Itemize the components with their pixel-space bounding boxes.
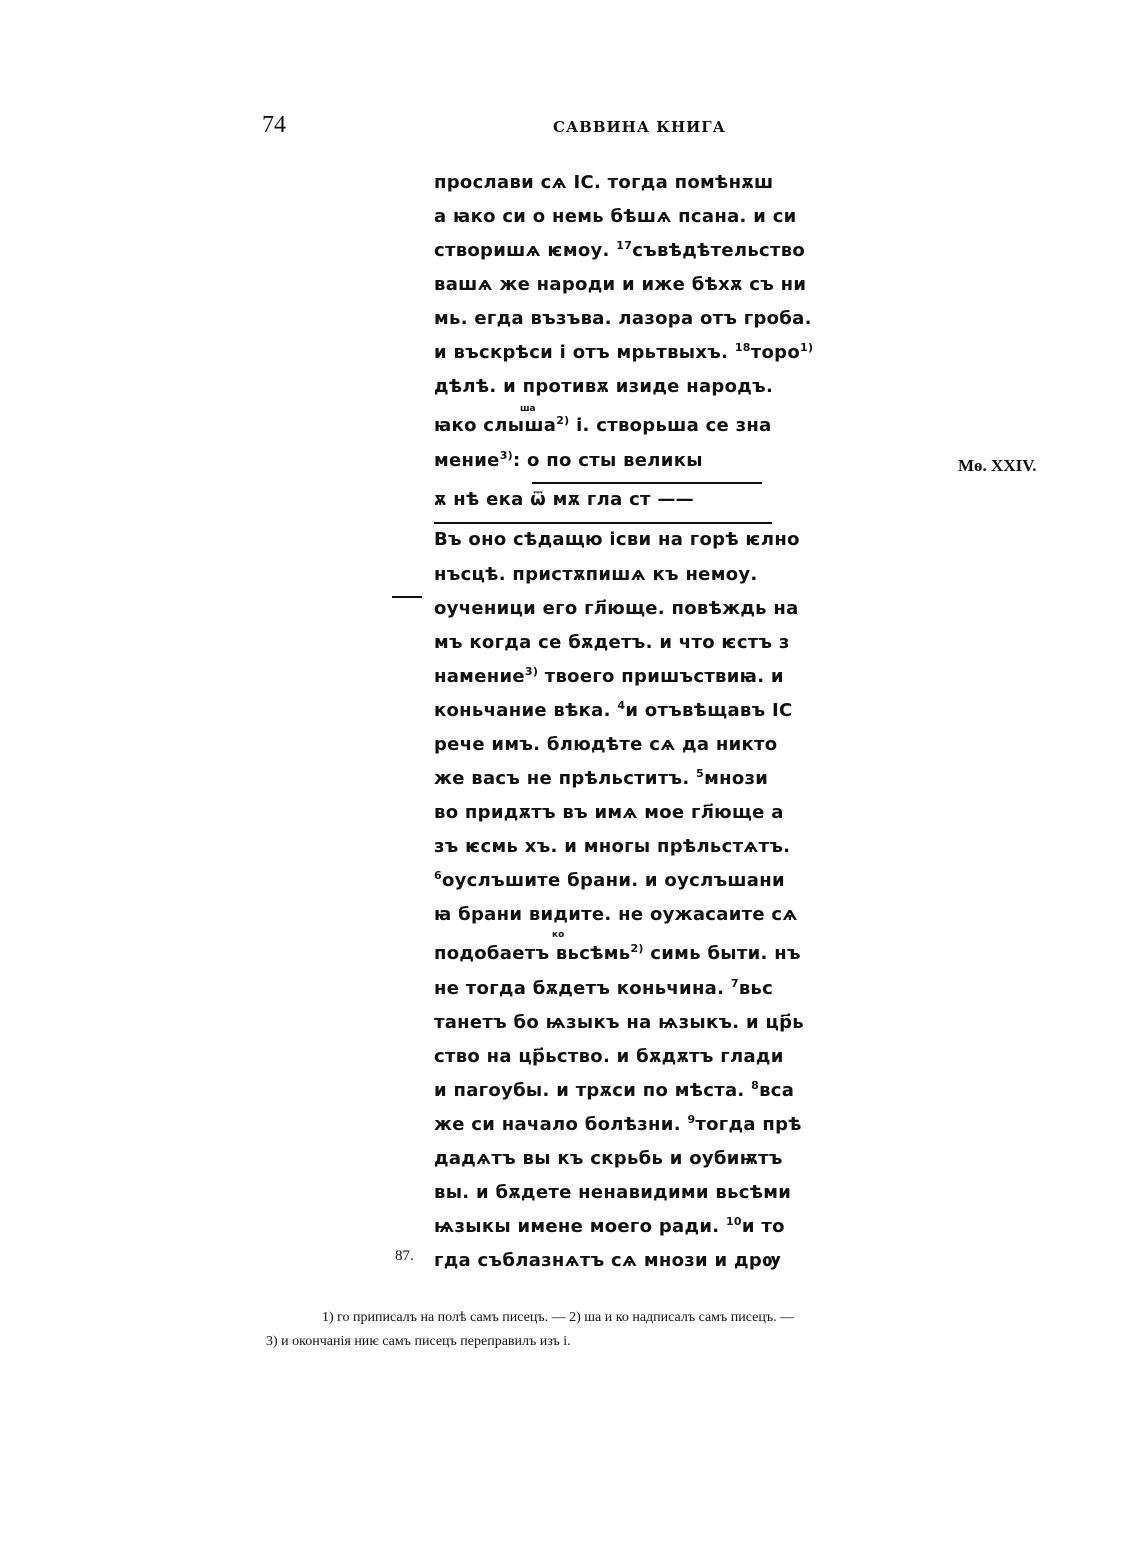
text-line: и пагоубы. и трѫси по мѣста. $^8$вса bbox=[434, 1079, 795, 1101]
footnote-line: 3) и окончанія ниѥ самъ писецъ переправилъ изъ і. bbox=[266, 1334, 571, 1349]
text-line: коньчание вѣка. $^4$и отъвѣщавъ ІС bbox=[434, 699, 793, 721]
text-line: створишѧ ѥмоу. $^{17}$съвѣдѣтельство bbox=[434, 239, 806, 261]
text-line: же васъ не прѣльститъ. $^5$мнози bbox=[434, 767, 769, 789]
text-line: мъ когда се бѫдетъ. и что ѥстъ з bbox=[434, 632, 790, 653]
text-line: не тогда бѫдетъ коньчина. $^7$вьс bbox=[434, 977, 774, 999]
footnote-line: 1) го приписалъ на полѣ самъ писецъ. — 2) ша и ко надписалъ самъ писецъ. — bbox=[322, 1310, 795, 1325]
text-line: танетъ бо ѩзыкъ на ѩзыкъ. и цр҃ь bbox=[434, 1012, 804, 1033]
running-title: САВВИНА КНИГА bbox=[553, 118, 726, 136]
text-line: мь. егда възъва. лазора отъ гроба. bbox=[434, 308, 812, 329]
text-line: мение$^{3)}$: о по сты великы bbox=[434, 449, 703, 471]
text-line: Въ оно сѣдащю ісви на горѣ ѥлно bbox=[434, 529, 800, 550]
text-line: нъсцѣ. пристѫпишѧ къ немоу. bbox=[434, 564, 758, 585]
text-line: ѩзыкы имене моего ради. $^{10}$и то bbox=[434, 1215, 785, 1237]
line-number: 87. bbox=[395, 1248, 414, 1264]
text-line: а ꙗко си о немь бѣшѧ псана. и си bbox=[434, 206, 797, 227]
text-line: дадѧтъ вы къ скрьбь и оубиѭтъ bbox=[434, 1148, 783, 1169]
main-text bbox=[434, 166, 864, 1278]
text-line: дѣлѣ. и противѫ изиде народъ. bbox=[434, 376, 774, 397]
text-line: зъ ѥсмь хъ. и многы прѣльстѧтъ. bbox=[434, 836, 791, 857]
superscript-ko: ко bbox=[552, 930, 565, 940]
text-line: прослави сѧ ІС. тогда помѣнѫш bbox=[434, 172, 774, 193]
superscript-sha: ша bbox=[520, 404, 536, 414]
footnotes bbox=[266, 1306, 1066, 1354]
text-line: $^6$оуслъшите брани. и оуслъшани bbox=[434, 869, 785, 891]
text-line: ꙗ брани видите. не оужасаите сѧ bbox=[434, 904, 798, 925]
text-line: подобаетъ вьсѣмь$^{2)}$ симь быти. нъ bbox=[434, 942, 801, 964]
text-line: намение$^{3)}$ твоего пришъствиꙗ. и bbox=[434, 665, 784, 687]
text-line: рече имъ. блюдѣте сѧ да никто bbox=[434, 734, 778, 755]
text-line: же си начало болѣзни. $^9$тогда прѣ bbox=[434, 1113, 802, 1135]
text-line: оученици его гл҃юще. повѣждь на bbox=[434, 598, 799, 619]
text-line: ꙗко слыша$^{2)}$ і. створьша се зна bbox=[434, 414, 772, 436]
rubric-line: ѫ нѣ ека ѿ мѫ гла ст —— bbox=[434, 489, 694, 510]
page-number: 74 bbox=[262, 112, 286, 138]
text-line: ство на цр҃ьство. и бѫдѫтъ глади bbox=[434, 1046, 784, 1067]
margin-dash bbox=[392, 596, 422, 598]
text-line: во придѫтъ въ имѧ мое гл҃юще а bbox=[434, 802, 784, 823]
text-line: вы. и бѫдете ненавидими вьсѣми bbox=[434, 1182, 792, 1203]
text-line: вашѧ же народи и иже бѣхѫ съ ни bbox=[434, 274, 807, 295]
text-line: гда съблазнѧтъ сѧ мнози и дрѹ bbox=[434, 1250, 782, 1271]
margin-reference: Мѳ. XXIV. bbox=[958, 456, 1037, 475]
text-line: и въскрѣси і отъ мрьтвыхъ. $^{18}$торо$^{1)}$ bbox=[434, 341, 814, 363]
